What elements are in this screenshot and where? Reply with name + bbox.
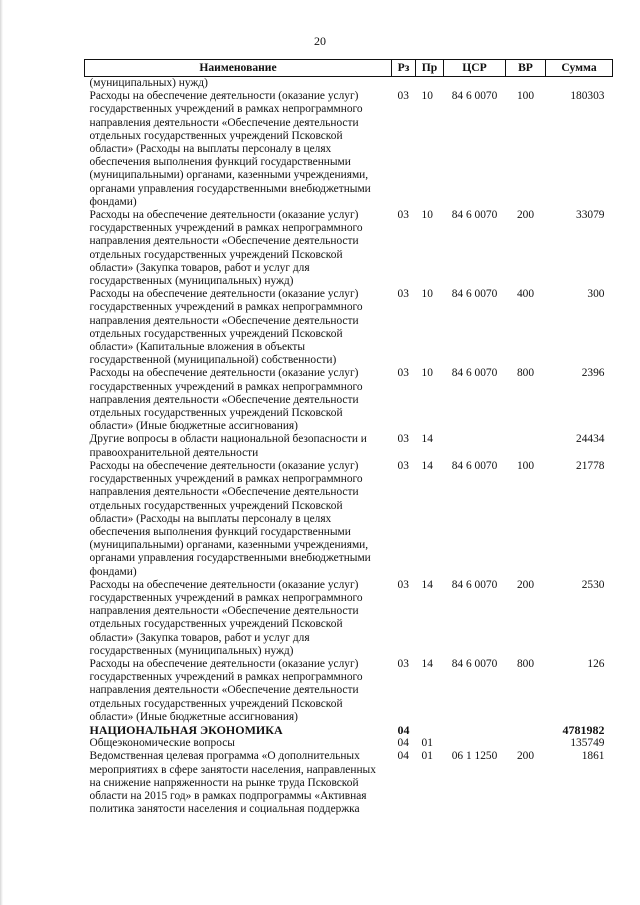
row-name: Расходы на обеспечение деятельности (оказание услуг) государственных учреждений в рамках непрограммного направления деятельности «Обеспечение деятельности отдельных государственных учреждений Псковской области» (Расходы на выплаты персоналу в целях обеспечения выполнения функций государственными (муниципальными) органами, казенными учреждениями, органами управления государственными внебюджетными фондами)	[89, 90, 371, 208]
table-row	[85, 90, 613, 209]
row-pr	[416, 77, 444, 91]
row-csr: 84 6 0070	[451, 578, 498, 591]
row-sum: 180303	[570, 90, 605, 103]
table-header-row	[85, 60, 613, 77]
row-pr: 01	[421, 737, 433, 750]
row-csr: 84 6 0070	[451, 288, 498, 301]
table-row	[85, 579, 613, 658]
row-name: Расходы на обеспечение деятельности (оказание услуг) государственных учреждений в рамках непрограммного направления деятельности «Обеспечение деятельности отдельных государственных учреждений Псковской области» (Закупка товаров, работ и услуг для государственных (муниципальных) нужд)	[89, 578, 363, 657]
row-name: (муниципальных) нужд)	[89, 77, 208, 89]
row-vr	[506, 433, 546, 459]
row-sum: 2530	[581, 578, 605, 591]
row-pr: 14	[421, 459, 433, 472]
table-row	[85, 460, 613, 579]
row-vr	[506, 737, 546, 750]
row-csr	[444, 724, 506, 737]
row-vr: 200	[516, 209, 535, 222]
header-rz: Рз	[392, 60, 416, 77]
row-csr	[444, 433, 506, 459]
row-vr: 100	[516, 90, 535, 103]
header-vr: ВР	[506, 60, 546, 77]
table-row	[85, 750, 613, 816]
header-name: Наименование	[85, 60, 392, 77]
row-sum: 24434	[576, 433, 605, 446]
row-sum: 1861	[581, 750, 605, 763]
row-csr: 84 6 0070	[451, 90, 498, 103]
row-sum	[546, 77, 613, 91]
row-name: НАЦИОНАЛЬНАЯ ЭКОНОМИКА	[89, 722, 283, 737]
table-row	[85, 288, 613, 367]
row-vr	[506, 77, 546, 91]
row-sum: 126	[587, 657, 605, 670]
row-name: Расходы на обеспечение деятельности (оказание услуг) государственных учреждений в рамках непрограммного направления деятельности «Обеспечение деятельности отдельных государственных учреждений Псковской области» (Капитальные вложения в объекты государственной (муниципальной) собственности)	[89, 288, 363, 367]
row-rz: 03	[397, 367, 409, 380]
row-name: Расходы на обеспечение деятельности (оказание услуг) государственных учреждений в рамках непрограммного направления деятельности «Обеспечение деятельности отдельных государственных учреждений Псковской области» (Иные бюджетные ассигнования)	[89, 657, 363, 723]
table-row	[85, 77, 613, 91]
header-sum: Сумма	[546, 60, 613, 77]
row-vr: 800	[516, 367, 535, 380]
row-sum: 21778	[576, 459, 605, 472]
row-sum: 300	[587, 288, 605, 301]
row-csr: 84 6 0070	[451, 459, 498, 472]
row-rz: 03	[397, 459, 409, 472]
table-row	[85, 367, 613, 433]
row-csr: 84 6 0070	[451, 209, 498, 222]
table-row	[85, 209, 613, 288]
row-name: Общеэкономические вопросы	[89, 737, 235, 750]
row-sum: 33079	[576, 209, 605, 222]
budget-table	[84, 59, 613, 816]
scan-edge-shadow	[0, 0, 3, 905]
row-name: Расходы на обеспечение деятельности (оказание услуг) государственных учреждений в рамках непрограммного направления деятельности «Обеспечение деятельности отдельных государственных учреждений Псковской области» (Расходы на выплаты персоналу в целях обеспечения выполнения функций государственными (муниципальными) органами, казенными учреждениями, органами управления государственными внебюджетными фондами)	[89, 459, 371, 578]
row-name: Расходы на обеспечение деятельности (оказание услуг) государственных учреждений в рамках непрограммного направления деятельности «Обеспечение деятельности отдельных государственных учреждений Псковской области» (Закупка товаров, работ и услуг для государственных (муниципальных) нужд)	[89, 209, 363, 288]
section-row	[85, 724, 613, 737]
header-csr: ЦСР	[444, 60, 506, 77]
row-pr	[416, 724, 444, 737]
row-pr: 14	[421, 657, 433, 670]
row-pr: 01	[421, 750, 433, 763]
row-csr: 06 1 1250	[451, 750, 498, 763]
row-vr: 100	[516, 459, 535, 472]
row-pr: 14	[421, 578, 433, 591]
row-pr: 10	[421, 90, 433, 103]
row-rz: 03	[397, 657, 409, 670]
row-name: Расходы на обеспечение деятельности (оказание услуг) государственных учреждений в рамках непрограммного направления деятельности «Обеспечение деятельности отдельных государственных учреждений Псковской области» (Иные бюджетные ассигнования)	[89, 367, 363, 433]
row-sum: 4781982	[562, 722, 605, 737]
row-vr: 800	[516, 657, 535, 670]
row-name: Ведомственная целевая программа «О дополнительных мероприятиях в сфере занятости населения, направленных на снижение напряженности на рынке труда Псковской области на 2015 год» в рамках подпрограммы «Активная политика занятости населения и социальная поддержка	[89, 750, 376, 816]
row-csr	[444, 77, 506, 91]
page-number: 20	[314, 34, 326, 48]
row-rz: 03	[397, 433, 409, 446]
row-csr: 84 6 0070	[451, 367, 498, 380]
row-rz: 04	[397, 722, 410, 737]
row-vr: 400	[516, 288, 535, 301]
row-csr: 84 6 0070	[451, 657, 498, 670]
row-rz: 03	[397, 209, 409, 222]
table-body	[85, 77, 613, 817]
row-rz: 04	[397, 750, 409, 763]
table-row	[85, 433, 613, 459]
row-pr: 10	[421, 288, 433, 301]
row-rz: 03	[397, 288, 409, 301]
row-rz: 03	[397, 90, 409, 103]
row-csr	[444, 737, 506, 750]
table-row	[85, 658, 613, 724]
row-name: Другие вопросы в области национальной безопасности и правоохранительной деятельности	[89, 433, 367, 459]
table-row	[85, 737, 613, 750]
row-pr: 14	[421, 433, 433, 446]
row-pr: 10	[421, 209, 433, 222]
row-sum: 2396	[581, 367, 605, 380]
row-sum: 135749	[570, 737, 605, 750]
row-pr: 10	[421, 367, 433, 380]
row-rz: 03	[397, 578, 409, 591]
row-rz	[392, 77, 416, 91]
row-vr: 200	[516, 578, 535, 591]
header-pr: Пр	[416, 60, 444, 77]
row-rz: 04	[397, 737, 409, 750]
row-vr	[506, 724, 546, 737]
row-vr: 200	[516, 750, 535, 763]
